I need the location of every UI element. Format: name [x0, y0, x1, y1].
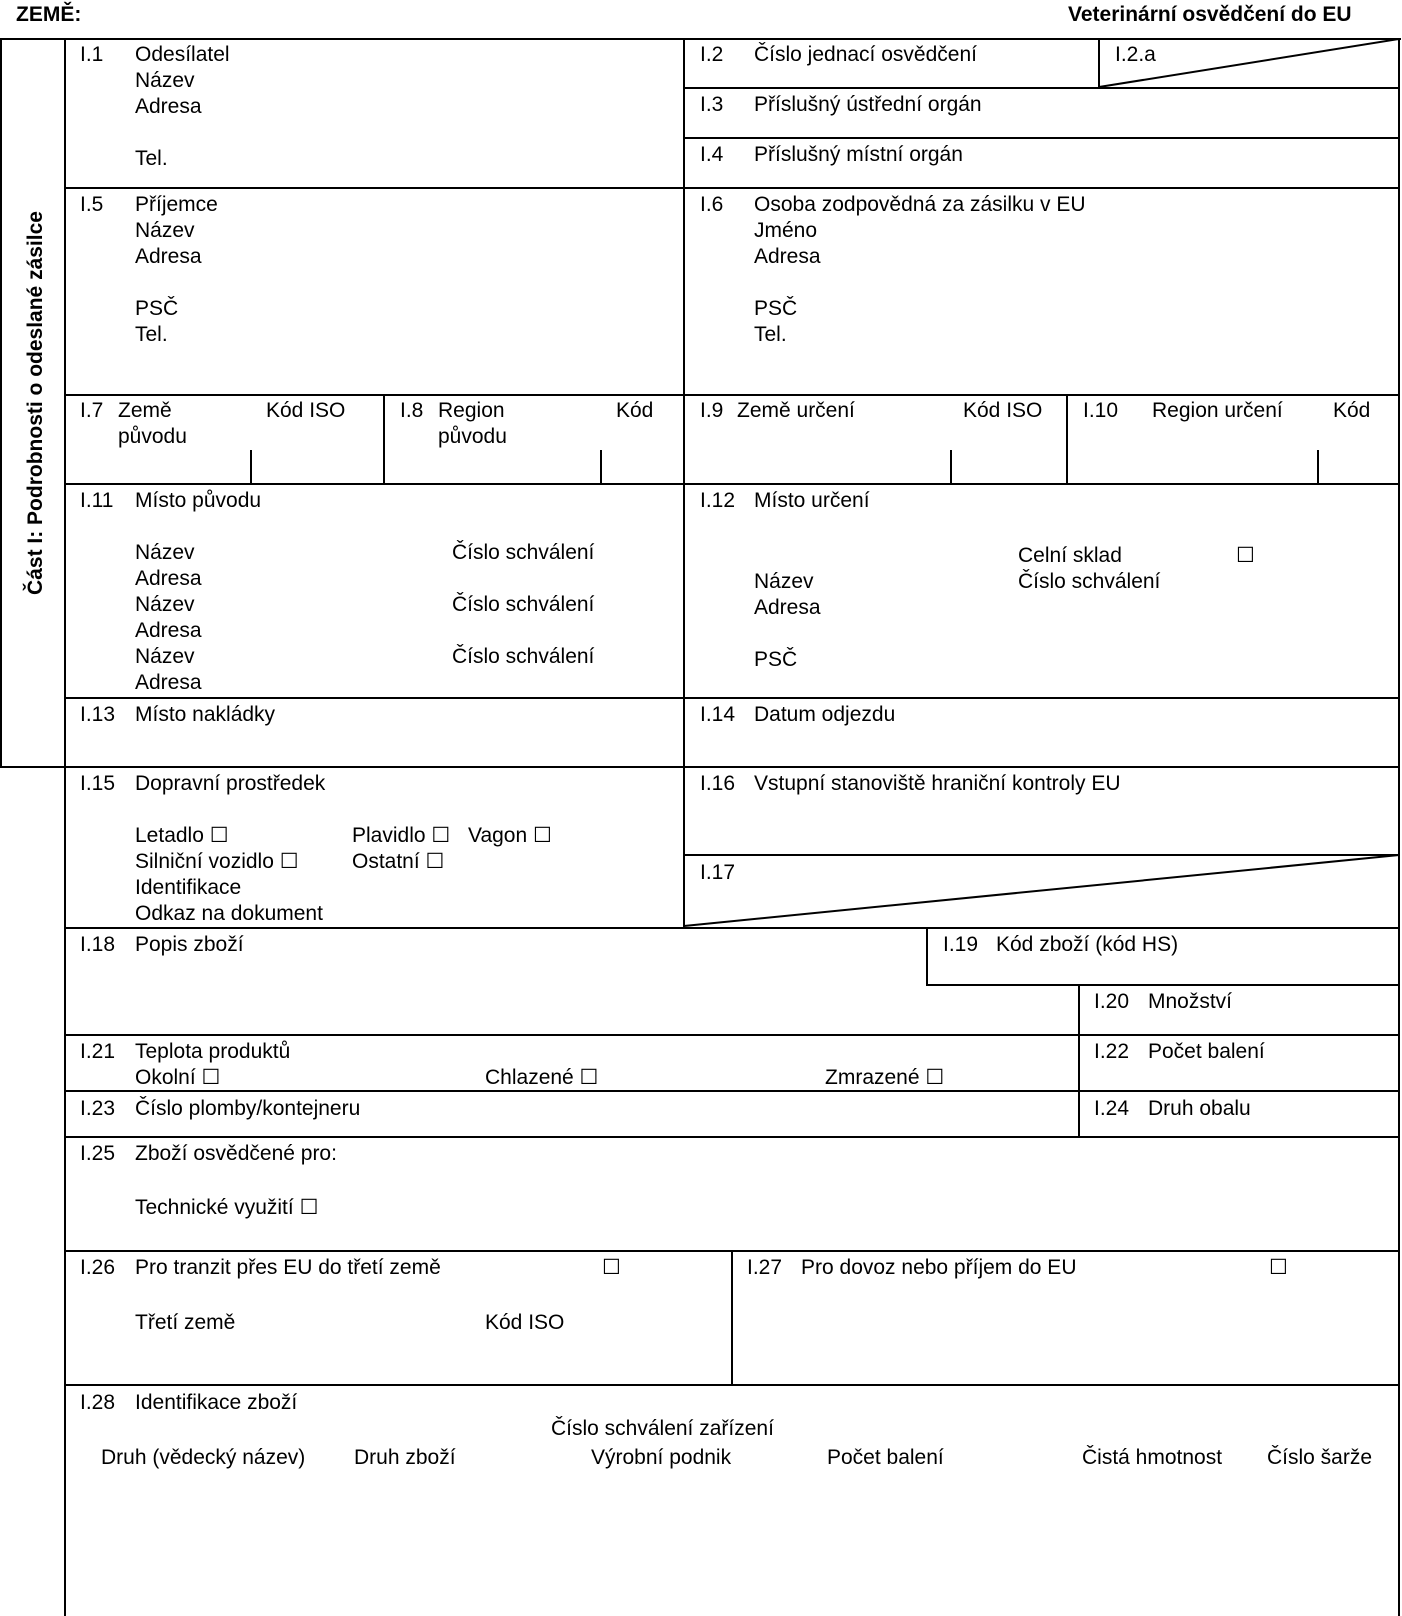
- I12-approval: Číslo schválení: [1018, 570, 1161, 593]
- I18-title: Popis zboží: [135, 933, 244, 956]
- I6-zip: PSČ: [754, 297, 798, 320]
- I24-title: Druh obalu: [1148, 1097, 1251, 1120]
- I6-name: Jméno: [754, 219, 818, 242]
- I17-num: I.17: [700, 861, 736, 884]
- part-label: Část I: Podrobnosti o odeslané zásilce: [24, 211, 47, 595]
- I3-num: I.3: [700, 93, 724, 116]
- I21-chilled-option[interactable]: Chlazené ☐: [485, 1066, 599, 1089]
- I11-address-1: Adresa: [135, 567, 202, 590]
- I25-technical-option[interactable]: Technické využití ☐: [135, 1196, 319, 1219]
- I11-approval-3: Číslo schválení: [452, 645, 595, 668]
- I28-col-net-weight: Čistá hmotnost: [1082, 1446, 1223, 1469]
- I28-title: Identifikace zboží: [135, 1391, 298, 1414]
- I10-num: I.10: [1083, 399, 1119, 422]
- I15-identification: Identifikace: [135, 876, 242, 899]
- I21-ambient-option[interactable]: Okolní ☐: [135, 1066, 221, 1089]
- I11-title: Místo původu: [135, 489, 262, 512]
- I20-title: Množství: [1148, 990, 1233, 1013]
- I22-title: Počet balení: [1148, 1040, 1265, 1063]
- I11-num: I.11: [80, 489, 114, 512]
- I4-title: Příslušný místní orgán: [754, 143, 963, 166]
- I26-checkbox[interactable]: ☐: [602, 1256, 621, 1279]
- I6-phone: Tel.: [754, 323, 787, 346]
- I15-road-option[interactable]: Silniční vozidlo ☐: [135, 850, 299, 873]
- I15-other-option[interactable]: Ostatní ☐: [352, 850, 445, 873]
- I1-name: Název: [135, 69, 195, 92]
- I28-col-plant: Výrobní podnik: [591, 1446, 732, 1469]
- I13-num: I.13: [80, 703, 116, 726]
- I8-title2: původu: [438, 425, 507, 448]
- I4-num: I.4: [700, 143, 724, 166]
- I2a-num: I.2.a: [1115, 43, 1156, 66]
- I15-wagon-option[interactable]: Vagon ☐: [468, 824, 552, 847]
- I28-col-batch: Číslo šarže: [1267, 1446, 1373, 1469]
- I7-code: Kód ISO: [266, 399, 346, 422]
- I15-num: I.15: [80, 772, 116, 795]
- I22-num: I.22: [1094, 1040, 1130, 1063]
- I6-title: Osoba zodpovědná za zásilku v EU: [754, 193, 1086, 216]
- I26-num: I.26: [80, 1256, 116, 1279]
- I11-name-3: Název: [135, 645, 195, 668]
- I5-name: Název: [135, 219, 195, 242]
- I3-title: Příslušný ústřední orgán: [754, 93, 982, 116]
- I11-name-1: Název: [135, 541, 195, 564]
- I5-phone: Tel.: [135, 323, 168, 346]
- certificate-title: Veterinární osvědčení do EU: [1068, 3, 1352, 26]
- I16-num: I.16: [700, 772, 736, 795]
- I27-title: Pro dovoz nebo příjem do EU: [801, 1256, 1077, 1279]
- I9-title: Země určení: [737, 399, 855, 422]
- I28-col-species: Druh (vědecký název): [101, 1446, 306, 1469]
- I11-address-2: Adresa: [135, 619, 202, 642]
- country-label: ZEMĚ:: [16, 3, 82, 26]
- I12-num: I.12: [700, 489, 736, 512]
- I1-phone: Tel.: [135, 147, 168, 170]
- I8-title: Region: [438, 399, 505, 422]
- I28-col-commodity: Druh zboží: [354, 1446, 456, 1469]
- I12-address: Adresa: [754, 596, 821, 619]
- I21-frozen-option[interactable]: Zmrazené ☐: [825, 1066, 945, 1089]
- I26-title: Pro tranzit přes EU do třetí země: [135, 1256, 441, 1279]
- I26-third-country: Třetí země: [135, 1311, 236, 1334]
- I11-address-3: Adresa: [135, 671, 202, 694]
- I28-num: I.28: [80, 1391, 116, 1414]
- I5-address: Adresa: [135, 245, 202, 268]
- I7-num: I.7: [80, 399, 104, 422]
- I8-code: Kód: [616, 399, 654, 422]
- I7-title: Země: [118, 399, 172, 422]
- I14-num: I.14: [700, 703, 736, 726]
- I6-num: I.6: [700, 193, 724, 216]
- I28-approval-heading: Číslo schválení zařízení: [551, 1417, 774, 1440]
- I24-num: I.24: [1094, 1097, 1130, 1120]
- I2-title: Číslo jednací osvědčení: [754, 43, 977, 66]
- I25-title: Zboží osvědčené pro:: [135, 1142, 337, 1165]
- I9-code: Kód ISO: [963, 399, 1043, 422]
- I12-customs: Celní sklad: [1018, 544, 1122, 567]
- I26-code: Kód ISO: [485, 1311, 565, 1334]
- I12-name: Název: [754, 570, 814, 593]
- I25-num: I.25: [80, 1142, 116, 1165]
- I28-col-packages: Počet balení: [827, 1446, 944, 1469]
- I1-title: Odesílatel: [135, 43, 230, 66]
- I12-customs-checkbox[interactable]: ☐: [1236, 544, 1255, 567]
- I20-num: I.20: [1094, 990, 1130, 1013]
- strike-I17: [684, 855, 1399, 926]
- I21-num: I.21: [80, 1040, 116, 1063]
- I16-title: Vstupní stanoviště hraniční kontroly EU: [754, 772, 1121, 795]
- I1-num: I.1: [80, 43, 104, 66]
- I14-title: Datum odjezdu: [754, 703, 896, 726]
- I11-approval-2: Číslo schválení: [452, 593, 595, 616]
- I10-code: Kód: [1333, 399, 1371, 422]
- I13-title: Místo nakládky: [135, 703, 276, 726]
- I6-address: Adresa: [754, 245, 821, 268]
- I7-title2: původu: [118, 425, 187, 448]
- I12-title: Místo určení: [754, 489, 870, 512]
- I10-title: Region určení: [1152, 399, 1283, 422]
- I11-approval-1: Číslo schválení: [452, 541, 595, 564]
- I15-document-ref: Odkaz na dokument: [135, 902, 323, 925]
- I15-plane-option[interactable]: Letadlo ☐: [135, 824, 229, 847]
- I27-checkbox[interactable]: ☐: [1269, 1256, 1288, 1279]
- I27-num: I.27: [747, 1256, 783, 1279]
- I5-title: Příjemce: [135, 193, 218, 216]
- I19-title: Kód zboží (kód HS): [996, 933, 1179, 956]
- I23-title: Číslo plomby/kontejneru: [135, 1097, 361, 1120]
- I15-title: Dopravní prostředek: [135, 772, 326, 795]
- I9-num: I.9: [700, 399, 724, 422]
- I12-zip: PSČ: [754, 648, 798, 671]
- I2-num: I.2: [700, 43, 724, 66]
- I21-title: Teplota produktů: [135, 1040, 291, 1063]
- I5-zip: PSČ: [135, 297, 179, 320]
- I18-num: I.18: [80, 933, 116, 956]
- I5-num: I.5: [80, 193, 104, 216]
- I23-num: I.23: [80, 1097, 116, 1120]
- I11-name-2: Název: [135, 593, 195, 616]
- I8-num: I.8: [400, 399, 424, 422]
- I19-num: I.19: [943, 933, 979, 956]
- I15-ship-option[interactable]: Plavidlo ☐: [352, 824, 451, 847]
- I1-address: Adresa: [135, 95, 202, 118]
